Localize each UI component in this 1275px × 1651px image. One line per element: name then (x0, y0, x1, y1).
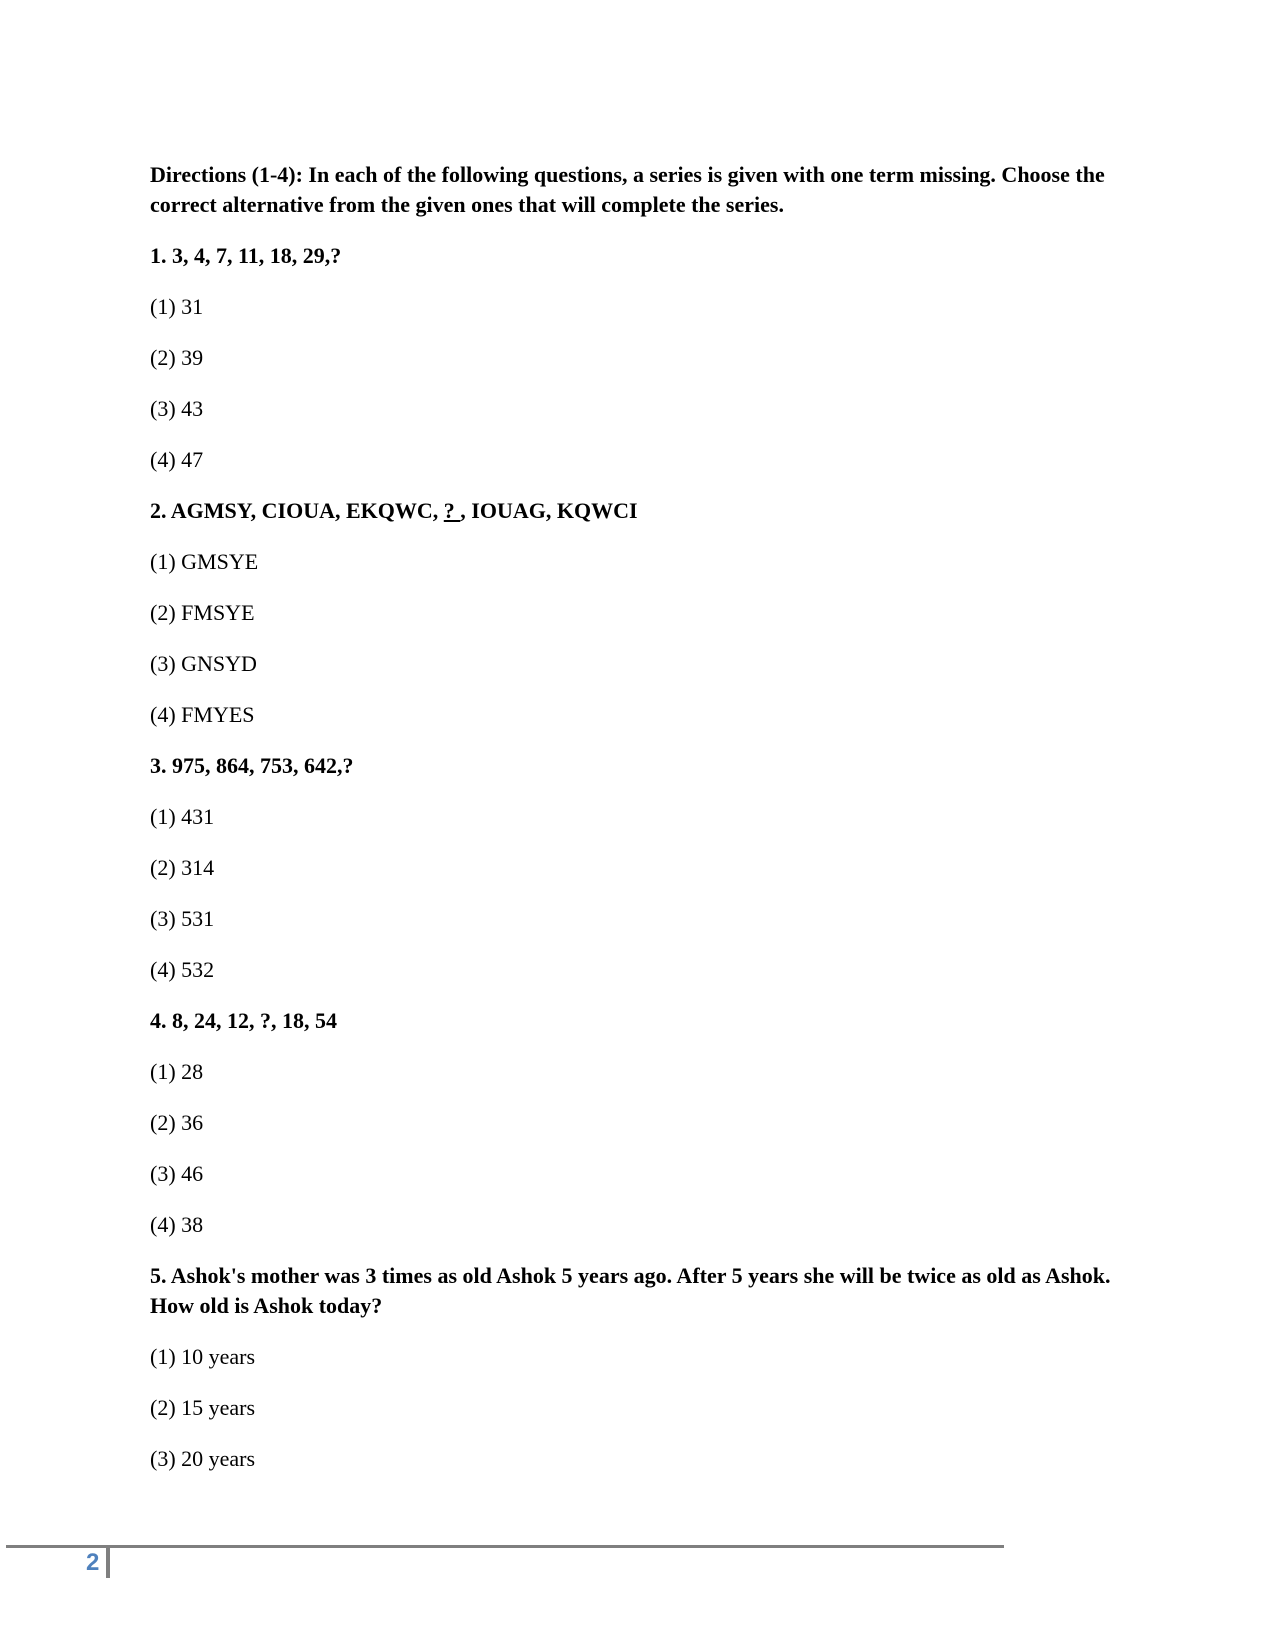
question-2-option-4: (4) FMYES (150, 702, 255, 727)
question-5-option-3: (3) 20 years (150, 1446, 256, 1471)
question-2-option-3: (3) GNSYD (150, 651, 257, 676)
question-4-option-3: (3) 46 (150, 1161, 204, 1186)
question-2-option-1: (1) GMSYE (150, 549, 259, 574)
question-3-option-1: (1) 431 (150, 804, 215, 829)
question-2-text-before: 2. AGMSY, CIOUA, EKQWC, (150, 498, 444, 523)
question-5-option-2: (2) 15 years (150, 1395, 256, 1420)
question-2-blank: ? (443, 498, 461, 523)
question-1: 1. 3, 4, 7, 11, 18, 29,? (150, 243, 342, 268)
page-number-divider (106, 1547, 110, 1578)
question-5: 5. Ashok's mother was 3 times as old Ashok 5 years ago. After 5 years she will be twice as old as Ashok. How old is Ashok today? (150, 1263, 1111, 1318)
question-3: 3. 975, 864, 753, 642,? (150, 753, 354, 778)
question-3-option-2: (2) 314 (150, 855, 215, 880)
question-5-option-1: (1) 10 years (150, 1344, 256, 1369)
question-1-option-1: (1) 31 (150, 294, 204, 319)
question-2-text-after: , IOUAG, KQWCI (460, 498, 638, 523)
question-2 (150, 496, 1140, 526)
page-content (150, 160, 1140, 1495)
question-2-option-2: (2) FMSYE (150, 600, 255, 625)
question-1-option-2: (2) 39 (150, 345, 204, 370)
footer-divider (6, 1545, 1004, 1548)
question-3-option-3: (3) 531 (150, 906, 215, 931)
question-4: 4. 8, 24, 12, ?, 18, 54 (150, 1008, 337, 1033)
question-3-option-4: (4) 532 (150, 957, 215, 982)
question-1-option-3: (3) 43 (150, 396, 204, 421)
question-1-option-4: (4) 47 (150, 447, 204, 472)
question-4-option-1: (1) 28 (150, 1059, 204, 1084)
question-4-option-2: (2) 36 (150, 1110, 204, 1135)
question-4-option-4: (4) 38 (150, 1212, 204, 1237)
page-number: 2 (86, 1549, 100, 1576)
directions-text: Directions (1-4): In each of the following questions, a series is given with one term missing. Choose the correct alternative from the given ones that will complete the series. (150, 162, 1105, 217)
